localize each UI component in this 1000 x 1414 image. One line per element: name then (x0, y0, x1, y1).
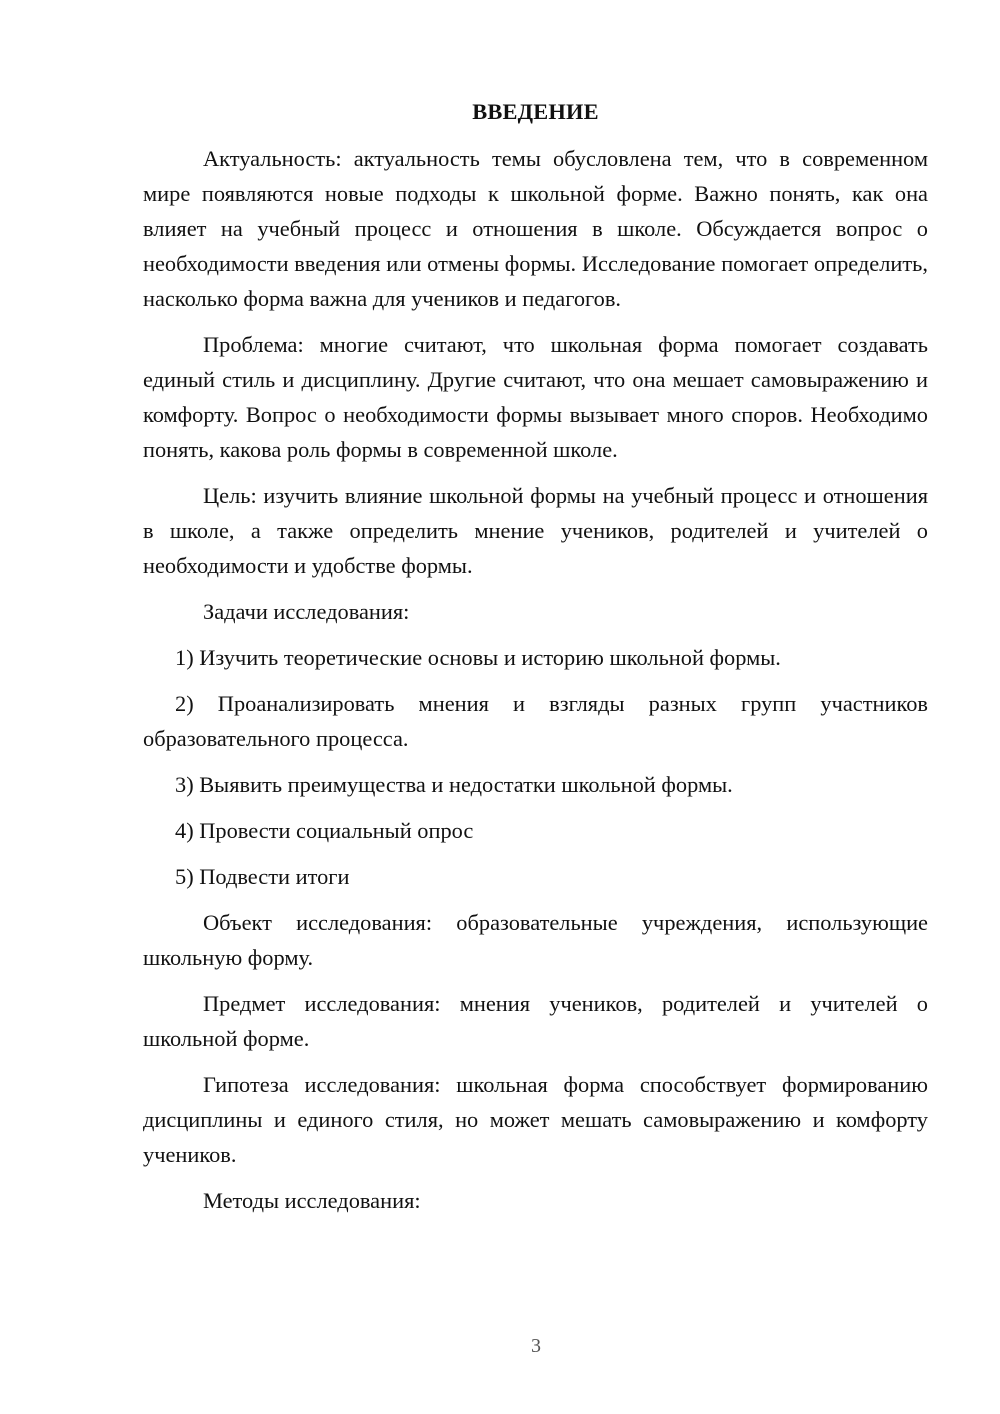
goal-paragraph: Цель: изучить влияние школьной формы на учебный процесс и отношения в школе, а также определить мнение учеников, родителей и учителей о необходимости и удобстве формы. (143, 483, 928, 578)
task-item-2: 2) Проанализировать мнения и взгляды разных групп участников образовательного процесса. (143, 691, 928, 751)
object-paragraph: Объект исследования: образовательные учреждения, использующие школьную форму. (143, 910, 928, 970)
hypothesis-paragraph: Гипотеза исследования: школьная форма способствует формированию дисциплины и единого стиля, но может мешать самовыражению и комфорту учеников. (143, 1072, 928, 1167)
problem-paragraph: Проблема: многие считают, что школьная форма помогает создавать единый стиль и дисциплину. Другие считают, что она мешает самовыражению и комфорту. Вопрос о необходимости формы вызывает много споров. Необходимо понять, какова роль формы в современной школе. (143, 332, 928, 462)
task-item-1: 1) Изучить теоретические основы и историю школьной формы. (175, 645, 781, 670)
methods-heading: Методы исследования: (203, 1188, 421, 1213)
tasks-heading: Задачи исследования: (203, 599, 410, 624)
relevance-paragraph: Актуальность: актуальность темы обусловлена тем, что в современном мире появляются новые подходы к школьной форме. Важно понять, как она влияет на учебный процесс и отношения в школе. Обсуждается вопрос о необходимости введения или отмены формы. Исследование помогает определить, насколько форма важна для учеников и педагогов. (143, 146, 928, 311)
subject-paragraph: Предмет исследования: мнения учеников, родителей и учителей о школьной форме. (143, 991, 928, 1051)
page-number: 3 (531, 1335, 541, 1357)
task-item-3: 3) Выявить преимущества и недостатки школьной формы. (175, 772, 733, 797)
page-title: ВВЕДЕНИЕ (472, 99, 599, 124)
document-body (143, 94, 928, 1229)
task-item-5: 5) Подвести итоги (175, 864, 350, 889)
task-item-4: 4) Провести социальный опрос (175, 818, 474, 843)
